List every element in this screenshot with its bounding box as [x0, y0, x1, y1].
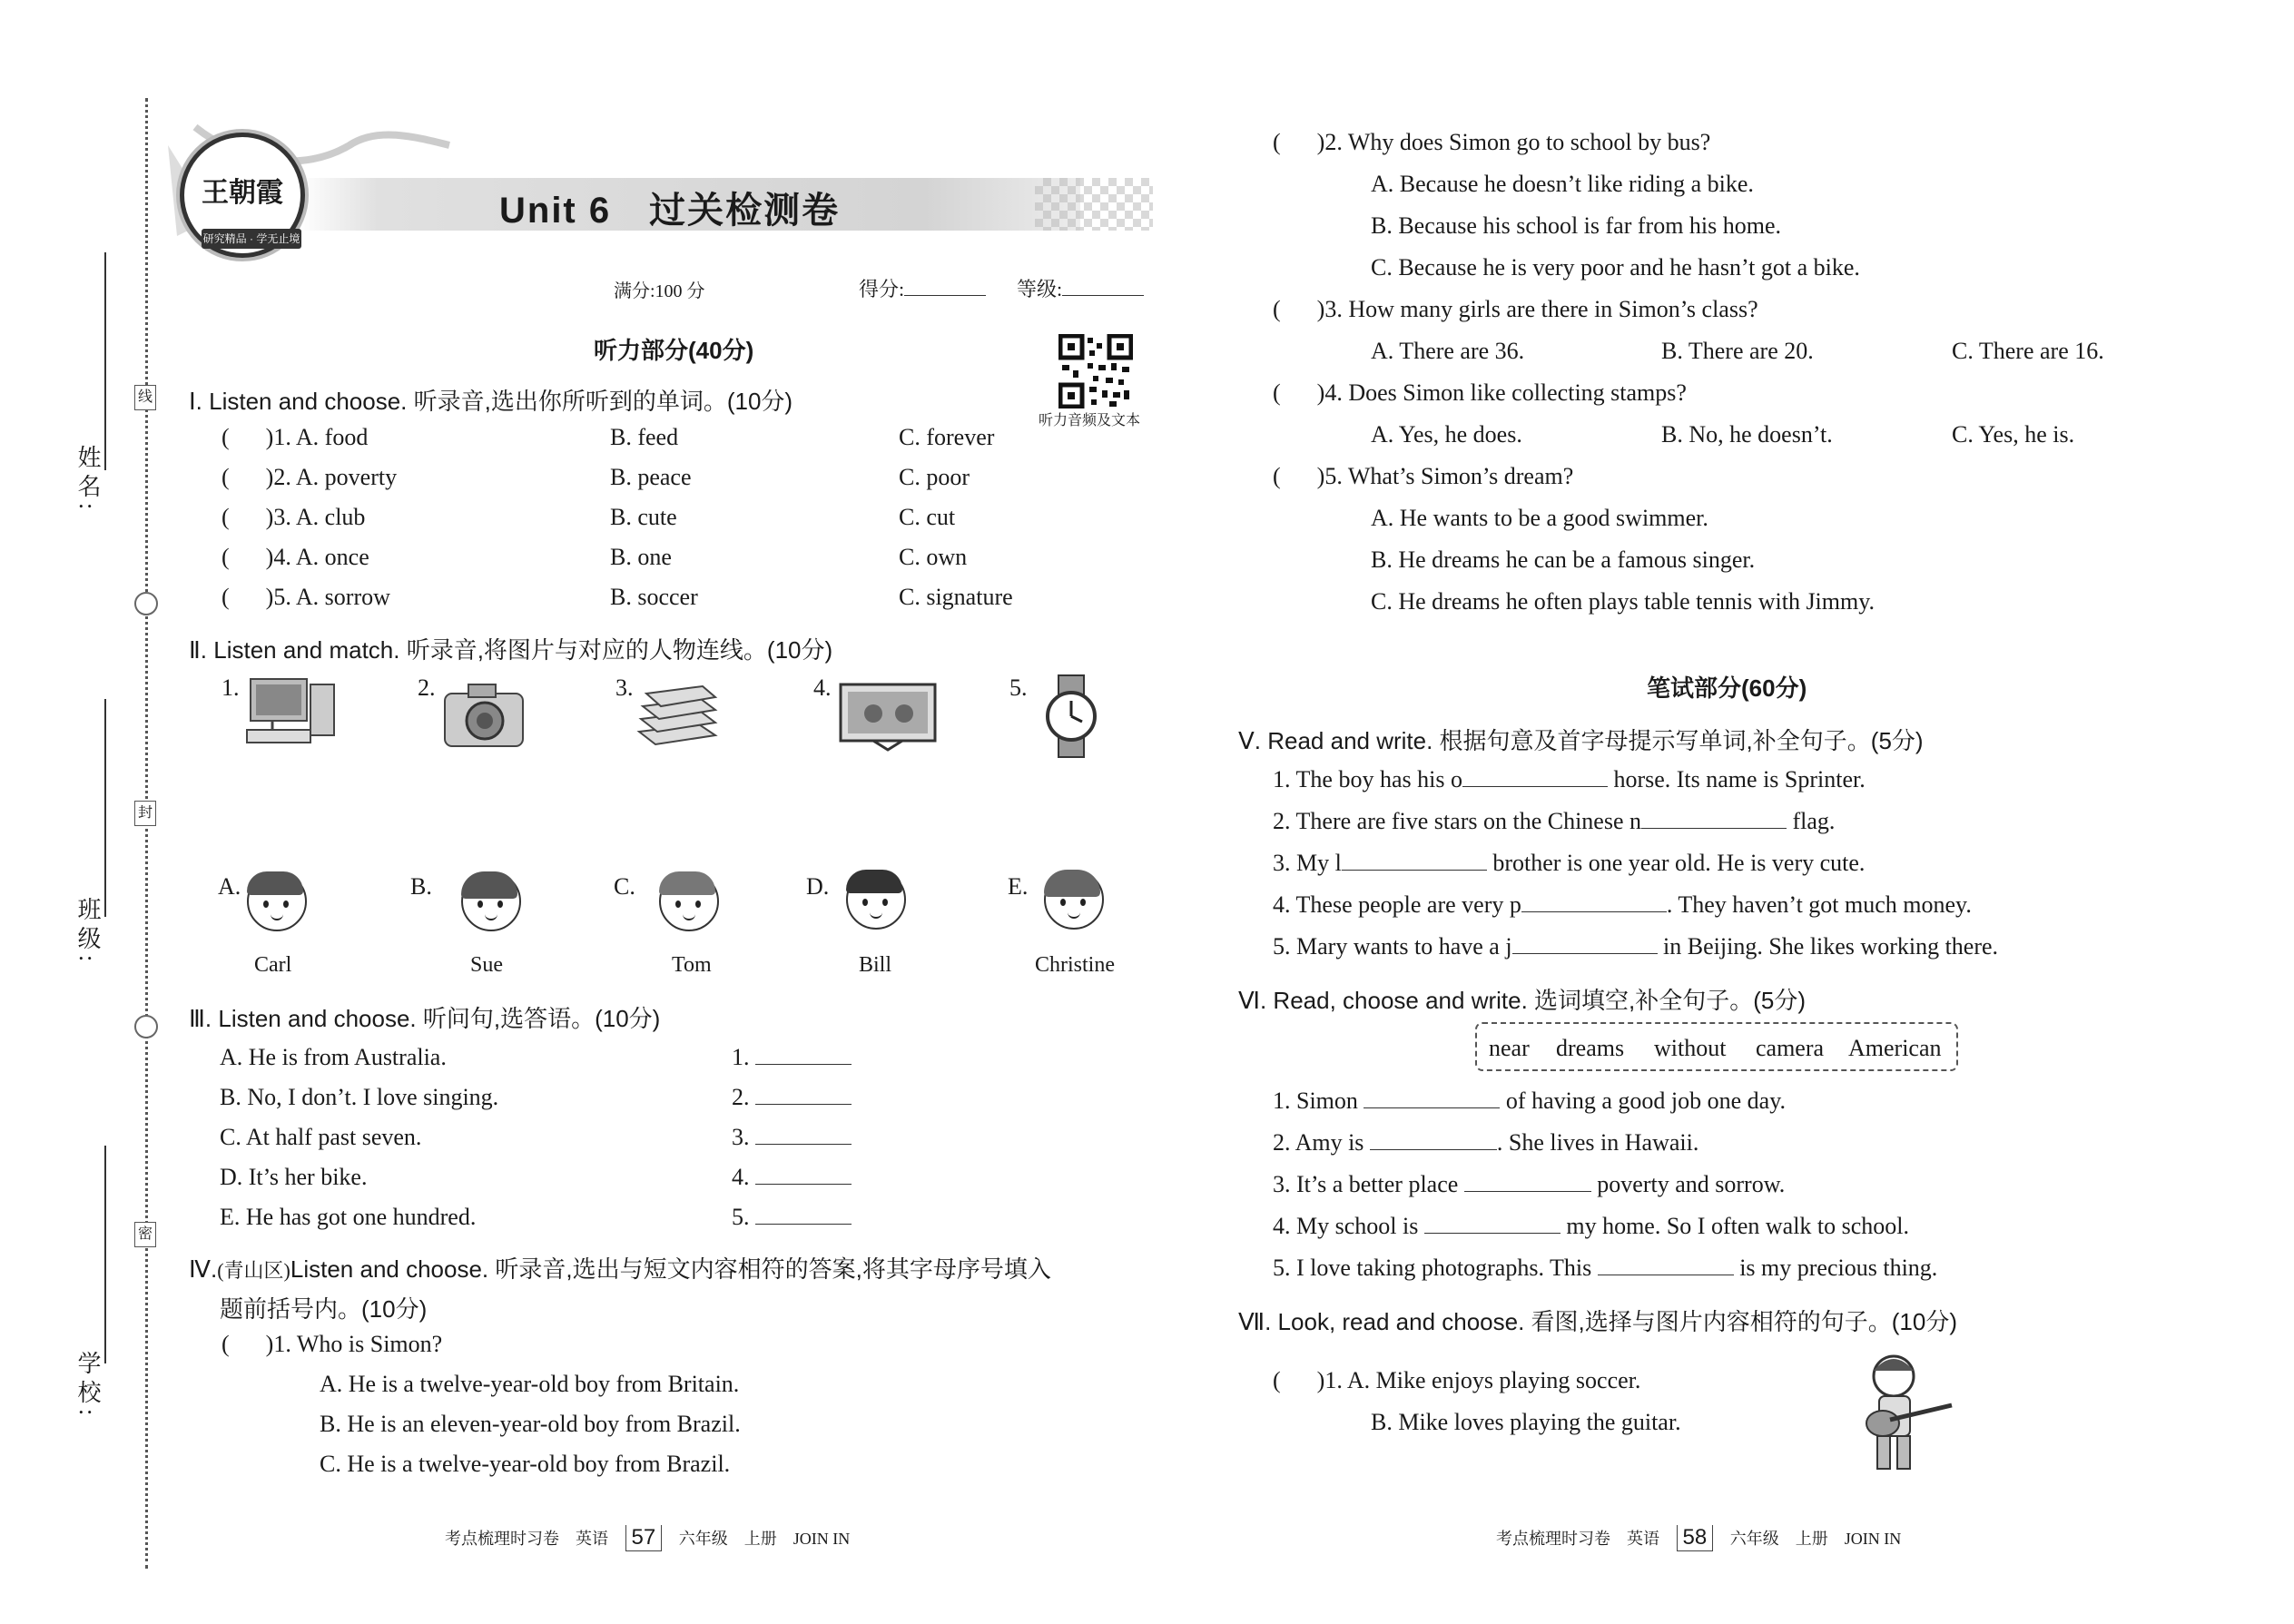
- choice: A. Because he doesn’t like riding a bike.: [1371, 171, 1754, 197]
- option-c: C. own: [899, 544, 968, 570]
- option-b: B. soccer: [610, 584, 698, 610]
- page-number: 57: [625, 1525, 663, 1551]
- seal-char-mi: 密: [134, 1222, 156, 1247]
- picture-number: 2.: [418, 674, 436, 701]
- score-label: 得分:: [859, 278, 905, 300]
- question: ( )3. How many girls are there in Simon’s class?: [1273, 296, 1758, 322]
- score-blank[interactable]: [904, 275, 986, 296]
- fill-blank[interactable]: [1342, 850, 1487, 871]
- fill-sentence: 1. The boy has his o horse. Its name is Sprinter.: [1273, 766, 1866, 792]
- listening-heading: 听力部分(40分): [594, 337, 754, 364]
- writing-heading: 笔试部分(60分): [1647, 674, 1807, 702]
- list-item: ( )3. A. club: [222, 504, 366, 530]
- fill-blank[interactable]: [1598, 1255, 1734, 1275]
- option-b: B. cute: [610, 504, 677, 530]
- girl-christine-icon: [1044, 870, 1104, 930]
- choice: A. Yes, he does.: [1371, 421, 1522, 448]
- footer-grade: 六年级 上册 JOIN IN: [678, 1530, 851, 1548]
- footer-series: 考点梳理时习卷 英语: [445, 1530, 608, 1548]
- question-text: )5. What’s Simon’s dream?: [1316, 463, 1574, 489]
- picture-number: 1.: [222, 674, 240, 701]
- answer-option: B. No, I don’t. I love singing.: [220, 1084, 499, 1110]
- section-6-heading: Ⅵ. Read, choose and write. 选词填空,补全句子。(5分): [1238, 987, 1807, 1014]
- choice: B. He dreams he can be a famous singer.: [1371, 546, 1756, 573]
- answer-number: 4.: [732, 1164, 750, 1190]
- fill-blank[interactable]: [1464, 1171, 1591, 1192]
- answer-slot[interactable]: [732, 1084, 852, 1111]
- section-1-heading: Ⅰ. Listen and choose. 听录音,选出你所听到的单词。(10分): [189, 388, 793, 415]
- section-5-heading: Ⅴ. Read and write. 根据句意及首字母提示写单词,补全句子。(5分): [1238, 727, 1924, 754]
- answer-blank[interactable]: [755, 1124, 852, 1145]
- answer-option: A. He is from Australia.: [220, 1044, 447, 1070]
- section-4-heading-cont: 题前括号内。(10分): [220, 1295, 428, 1323]
- logo-ribbon: 研究精品 · 学无止境: [202, 229, 301, 249]
- option-a: )1. A. food: [265, 424, 369, 450]
- footer-grade: 六年级 上册 JOIN IN: [1729, 1530, 1902, 1548]
- question-text: )2. Why does Simon go to school by bus?: [1316, 129, 1711, 155]
- person-name: Tom: [672, 953, 712, 977]
- fill-sentence: 5. I love taking photographs. This is my precious thing.: [1273, 1255, 1938, 1281]
- answer-blank[interactable]: [755, 1204, 852, 1225]
- word-bank-word: near: [1489, 1035, 1530, 1061]
- option-a: )4. A. once: [265, 544, 369, 570]
- grade-blank[interactable]: [1062, 275, 1144, 296]
- name-blank[interactable]: [104, 252, 106, 470]
- answer-slot[interactable]: [732, 1044, 852, 1071]
- answer-number: 2.: [732, 1084, 750, 1110]
- fill-sentence: 3. It’s a better place poverty and sorrow.: [1273, 1171, 1786, 1197]
- fill-sentence: 5. Mary wants to have a j in Beijing. She likes working there.: [1273, 933, 1999, 960]
- fill-sentence: 4. My school is my home. So I often walk to school.: [1273, 1213, 1910, 1239]
- option-a: )2. A. poverty: [265, 464, 398, 490]
- footer-left: [445, 1525, 850, 1551]
- answer-blank[interactable]: [755, 1084, 852, 1105]
- answer-number: 3.: [732, 1124, 750, 1150]
- question: ( )4. Does Simon like collecting stamps?: [1273, 379, 1687, 406]
- answer-option: E. He has got one hundred.: [220, 1204, 477, 1230]
- stack-of-books-icon: [635, 675, 719, 753]
- boy-carl-icon: [247, 871, 307, 931]
- page-number: 58: [1677, 1525, 1714, 1551]
- person-letter: B.: [410, 873, 432, 900]
- person-name: Sue: [470, 953, 503, 977]
- person-letter: C.: [614, 873, 635, 900]
- choice: A. There are 36.: [1371, 338, 1525, 364]
- fill-sentence: 2. There are five stars on the Chinese n flag.: [1273, 808, 1836, 834]
- picture-number: 4.: [813, 674, 832, 701]
- choice: C. He is a twelve-year-old boy from Brazil.: [320, 1451, 731, 1477]
- list-item: ( )1. A. food: [222, 424, 369, 450]
- choice: A. He wants to be a good swimmer.: [1371, 505, 1708, 531]
- choice: B. Mike loves playing the guitar.: [1371, 1409, 1681, 1435]
- option-a: )3. A. club: [265, 504, 366, 530]
- section-2-heading: Ⅱ. Listen and match. 听录音,将图片与对应的人物连线。(10分): [189, 636, 833, 664]
- option-c: C. poor: [899, 464, 970, 490]
- question: ( )1. A. Mike enjoys playing soccer.: [1273, 1367, 1641, 1393]
- choice: B. He is an eleven-year-old boy from Brazil.: [320, 1411, 741, 1437]
- section-3-heading: Ⅲ. Listen and choose. 听问句,选答语。(10分): [189, 1005, 661, 1032]
- fill-blank[interactable]: [1512, 933, 1658, 954]
- picture-number: 5.: [1009, 674, 1028, 701]
- option-b: B. feed: [610, 424, 679, 450]
- answer-blank[interactable]: [755, 1164, 852, 1185]
- computer-icon: [245, 675, 345, 755]
- option-b: B. peace: [610, 464, 692, 490]
- class-label: 班级:: [74, 897, 101, 968]
- option-c: C. cut: [899, 504, 956, 530]
- word-bank-word: without: [1654, 1035, 1727, 1061]
- picture-number: 3.: [615, 674, 634, 701]
- question: ( )2. Why does Simon go to school by bus?: [1273, 129, 1711, 155]
- answer-number: 5.: [732, 1204, 750, 1230]
- footer-series: 考点梳理时习卷 英语: [1496, 1530, 1659, 1548]
- class-blank[interactable]: [104, 699, 106, 917]
- school-label: 学校:: [74, 1351, 101, 1422]
- question: ( )1. Who is Simon?: [222, 1331, 443, 1357]
- banner-checker-pattern: [1035, 178, 1153, 231]
- question-text: )3. How many girls are there in Simon’s class?: [1316, 296, 1758, 322]
- grade-label: 等级:: [1017, 278, 1063, 300]
- seal-char-feng: 封: [134, 801, 156, 826]
- full-score: 满分:100 分: [614, 281, 705, 301]
- choice: C. Yes, he is.: [1952, 421, 2075, 448]
- fill-sentence: 2. Amy is . She lives in Hawaii.: [1273, 1129, 1699, 1156]
- section-7-heading: Ⅶ. Look, read and choose. 看图,选择与图片内容相符的句子。(10分): [1238, 1308, 1957, 1335]
- question-text: )1. A. Mike enjoys playing soccer.: [1316, 1367, 1641, 1393]
- choice: B. Because his school is far from his home.: [1371, 212, 1782, 239]
- choice: C. He dreams he often plays table tennis with Jimmy.: [1371, 588, 1876, 615]
- fill-blank[interactable]: [1521, 891, 1667, 912]
- footer-right: [1496, 1525, 1901, 1551]
- fill-blank[interactable]: [1370, 1129, 1497, 1150]
- boy-bill-icon: [846, 870, 906, 930]
- person-letter: D.: [806, 873, 830, 900]
- section-4-heading: Ⅳ.(青山区)Listen and choose. 听录音,选出与短文内容相符的答案,将其字母序号填入: [189, 1255, 1051, 1283]
- word-bank-word: camera: [1756, 1035, 1825, 1061]
- seal-char-xian: 线: [134, 385, 156, 410]
- answer-blank[interactable]: [755, 1044, 852, 1065]
- choice: B. There are 20.: [1661, 338, 1814, 364]
- binding-hole-icon: [134, 1015, 158, 1038]
- person-name: Christine: [1035, 953, 1115, 977]
- wristwatch-icon: [1040, 674, 1104, 759]
- choice: A. He is a twelve-year-old boy from Britain.: [320, 1371, 740, 1397]
- option-a: )5. A. sorrow: [265, 584, 390, 610]
- boy-playing-guitar-icon: [1850, 1349, 1959, 1476]
- fill-blank[interactable]: [1462, 766, 1608, 787]
- fill-blank[interactable]: [1424, 1213, 1561, 1234]
- answer-slot[interactable]: [732, 1164, 852, 1191]
- logo-text: 王朝霞: [202, 178, 283, 208]
- fill-blank[interactable]: [1641, 808, 1787, 829]
- region-tag: (青山区): [217, 1259, 290, 1282]
- word-bank-word: dreams: [1556, 1035, 1625, 1061]
- question-text: )4. Does Simon like collecting stamps?: [1316, 379, 1687, 406]
- binding-dotted-line: [145, 98, 148, 1569]
- fill-sentence: 3. My l brother is one year old. He is very cute.: [1273, 850, 1866, 876]
- list-item: ( )2. A. poverty: [222, 464, 398, 490]
- television-icon: [837, 681, 939, 757]
- school-blank[interactable]: [104, 1146, 106, 1363]
- answer-option: D. It’s her bike.: [220, 1164, 368, 1190]
- qr-caption: 听力音频及文本: [1039, 413, 1141, 428]
- girl-sue-icon: [461, 871, 521, 931]
- camera-icon: [441, 677, 528, 753]
- answer-slot[interactable]: [732, 1124, 852, 1151]
- person-name: Bill: [859, 953, 892, 977]
- name-label: 姓名:: [74, 445, 101, 516]
- person-name: Carl: [254, 953, 292, 977]
- question-text: )1. Who is Simon?: [265, 1331, 443, 1357]
- choice: C. There are 16.: [1952, 338, 2104, 364]
- binding-hole-icon: [134, 592, 158, 615]
- question: ( )5. What’s Simon’s dream?: [1273, 463, 1574, 489]
- answer-option: C. At half past seven.: [220, 1124, 422, 1150]
- list-item: ( )5. A. sorrow: [222, 584, 390, 610]
- person-letter: A.: [218, 873, 241, 900]
- fill-sentence: 4. These people are very p . They haven’t got much money.: [1273, 891, 1972, 918]
- grade-field[interactable]: [1017, 274, 1144, 302]
- option-c: C. forever: [899, 424, 995, 450]
- choice: B. No, he doesn’t.: [1661, 421, 1833, 448]
- word-bank-word: American: [1848, 1035, 1942, 1061]
- answer-number: 1.: [732, 1044, 750, 1070]
- person-letter: E.: [1008, 873, 1029, 900]
- fill-blank[interactable]: [1364, 1088, 1500, 1108]
- boy-tom-icon: [659, 871, 719, 931]
- option-c: C. signature: [899, 584, 1013, 610]
- fill-sentence: 1. Simon of having a good job one day.: [1273, 1088, 1786, 1114]
- option-b: B. one: [610, 544, 672, 570]
- qr-code-icon[interactable]: [1058, 334, 1133, 408]
- score-field[interactable]: [859, 274, 986, 302]
- list-item: ( )4. A. once: [222, 544, 369, 570]
- page-title: Unit 6 过关检测卷: [499, 191, 841, 231]
- choice: C. Because he is very poor and he hasn’t got a bike.: [1371, 254, 1860, 281]
- answer-slot[interactable]: [732, 1204, 852, 1231]
